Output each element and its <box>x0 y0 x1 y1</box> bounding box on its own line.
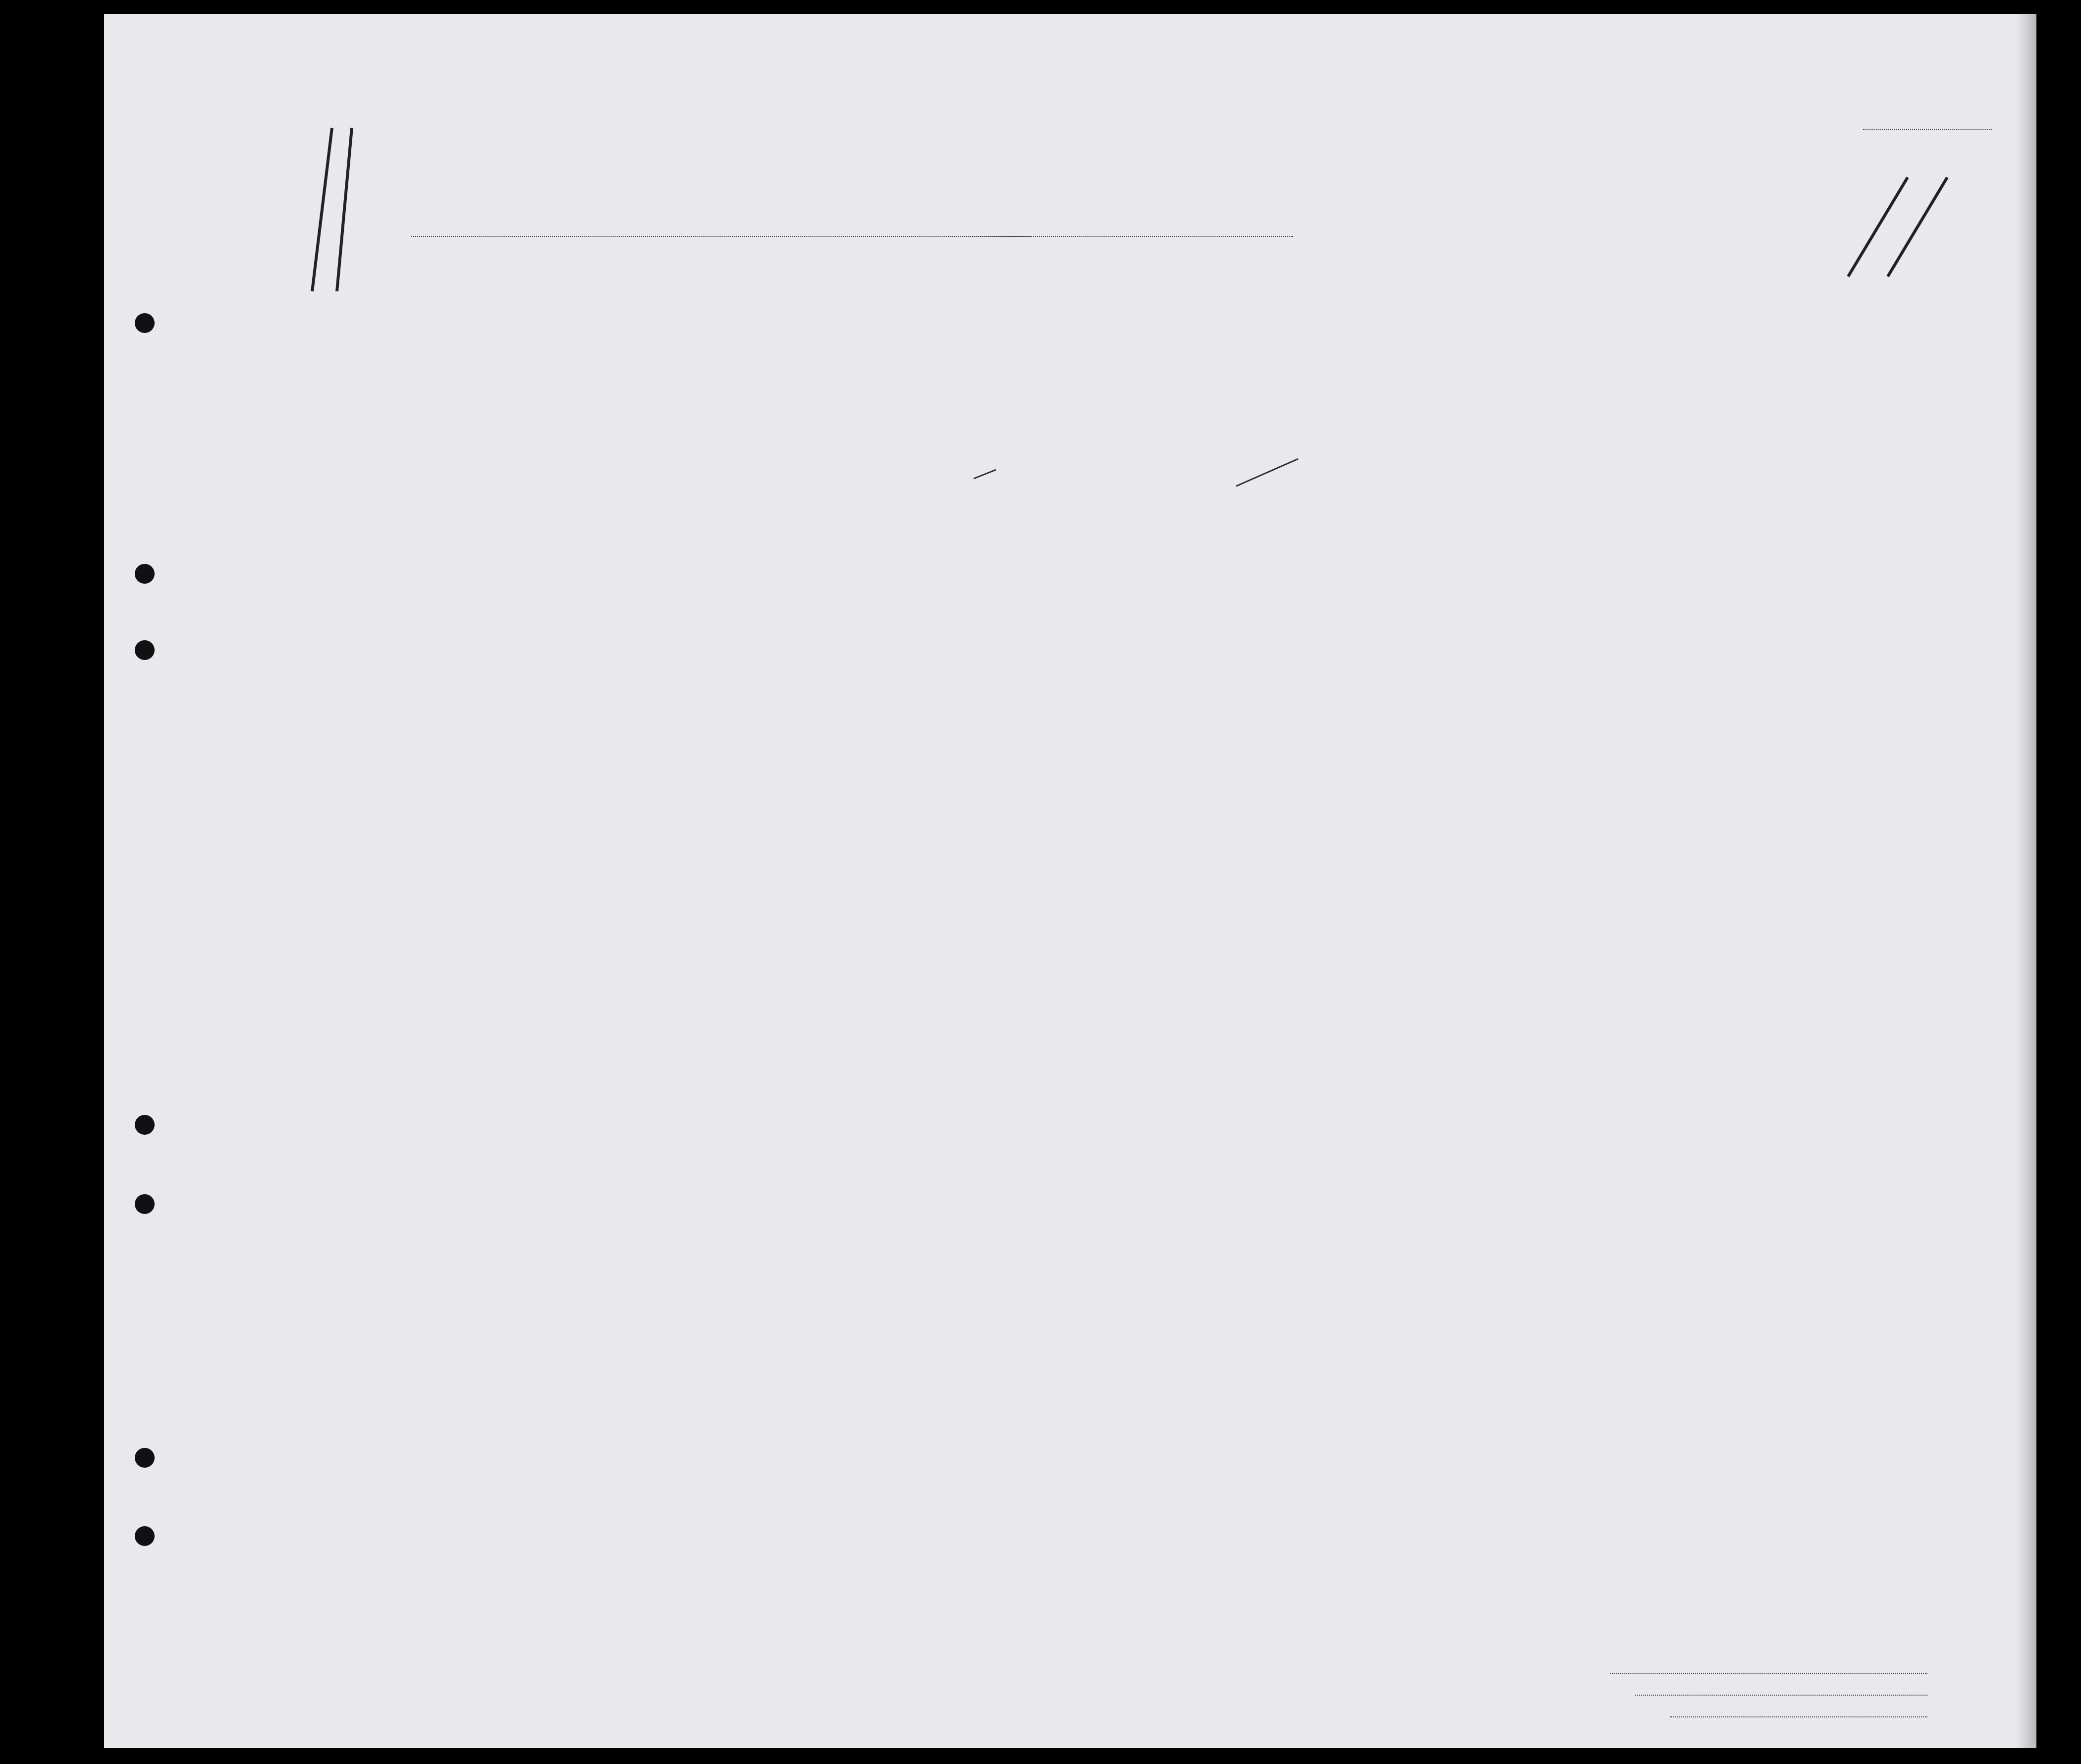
line-signature-line <box>1610 1673 1927 1674</box>
manifest-grid <box>104 14 2036 1748</box>
binder-hole <box>135 1448 155 1468</box>
binder-hole <box>135 640 155 660</box>
binder-hole <box>135 1194 155 1214</box>
binder-hole <box>135 313 155 333</box>
binder-hole <box>135 1526 155 1546</box>
agents-signature-line <box>1670 1716 1927 1717</box>
owners-signature-line <box>1635 1695 1927 1696</box>
binder-hole <box>135 1115 155 1135</box>
binder-hole <box>135 564 155 584</box>
manifest-sheet <box>104 14 2036 1748</box>
